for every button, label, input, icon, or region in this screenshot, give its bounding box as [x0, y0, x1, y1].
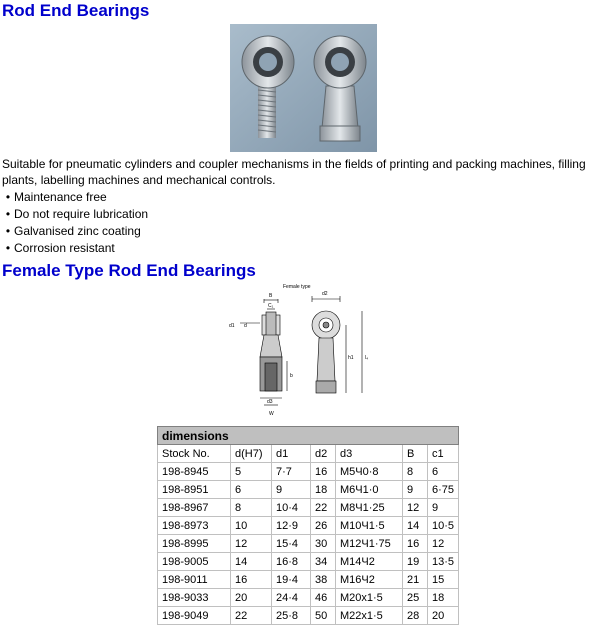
diagram-label-d: d — [244, 323, 247, 329]
dimensions-table — [157, 426, 459, 625]
table-cell: 19·4 — [272, 571, 311, 589]
table-row — [158, 571, 459, 589]
table-cell: 25·8 — [272, 607, 311, 625]
list-item: • Do not require lubrication — [2, 206, 148, 223]
table-cell: 20 — [231, 589, 272, 607]
table-cell: 198-8973 — [158, 517, 231, 535]
table-cell: 22 — [231, 607, 272, 625]
section-title: Female Type Rod End Bearings — [2, 261, 256, 280]
table-cell: 50 — [311, 607, 336, 625]
table-row — [158, 481, 459, 499]
table-cell: 24·4 — [272, 589, 311, 607]
product-photo — [230, 24, 377, 152]
table-cell: 5 — [231, 463, 272, 481]
table-cell: 16 — [403, 535, 428, 553]
list-item: • Galvanised zinc coating — [2, 223, 148, 240]
table-title: dimensions — [158, 427, 459, 445]
table-cell: 34 — [311, 553, 336, 571]
technical-drawing — [226, 283, 386, 420]
column-header: d1 — [272, 445, 311, 463]
table-row — [158, 589, 459, 607]
table-cell: 198-9005 — [158, 553, 231, 571]
feature-list — [2, 189, 148, 257]
table-cell: 18 — [311, 481, 336, 499]
table-row — [158, 499, 459, 517]
column-header: d3 — [336, 445, 403, 463]
column-header: Stock No. — [158, 445, 231, 463]
table-cell: M16Ч2 — [336, 571, 403, 589]
table-cell: M8Ч1·25 — [336, 499, 403, 517]
column-header: d(H7) — [231, 445, 272, 463]
table-cell: 21 — [403, 571, 428, 589]
table-cell: 15 — [428, 571, 459, 589]
diagram-label-h1: h1 — [348, 355, 354, 361]
table-row — [158, 517, 459, 535]
table-cell: 7·7 — [272, 463, 311, 481]
table-cell: 9 — [428, 499, 459, 517]
table-cell: 30 — [311, 535, 336, 553]
table-cell: 19 — [403, 553, 428, 571]
table-cell: 8 — [403, 463, 428, 481]
table-cell: 198-9011 — [158, 571, 231, 589]
diagram-label-l4: l₄ — [365, 355, 369, 361]
table-cell: 22 — [311, 499, 336, 517]
table-cell: 6·75 — [428, 481, 459, 499]
table-cell: 198-8945 — [158, 463, 231, 481]
diagram-label-W: W — [269, 411, 274, 417]
table-cell: M5Ч0·8 — [336, 463, 403, 481]
diagram-label-d3: d3 — [267, 399, 273, 405]
table-cell: M10Ч1·5 — [336, 517, 403, 535]
table-row — [158, 553, 459, 571]
column-header: c1 — [428, 445, 459, 463]
table-cell: 10·5 — [428, 517, 459, 535]
table-cell: 198-9049 — [158, 607, 231, 625]
table-row — [158, 607, 459, 625]
table-cell: 6 — [428, 463, 459, 481]
table-cell: 12 — [403, 499, 428, 517]
table-cell: 46 — [311, 589, 336, 607]
table-cell: 9 — [272, 481, 311, 499]
diagram-label-b: b — [290, 373, 293, 379]
table-cell: 12 — [428, 535, 459, 553]
page-title: Rod End Bearings — [2, 1, 150, 20]
table-cell: 16·8 — [272, 553, 311, 571]
table-cell: 15·4 — [272, 535, 311, 553]
diagram-label-B: B — [269, 293, 273, 299]
table-cell: M14Ч2 — [336, 553, 403, 571]
table-cell: 12 — [231, 535, 272, 553]
column-header: d2 — [311, 445, 336, 463]
table-cell: 10·4 — [272, 499, 311, 517]
table-cell: 38 — [311, 571, 336, 589]
diagram-caption: Female type — [283, 284, 311, 290]
table-cell: M12Ч1·75 — [336, 535, 403, 553]
table-cell: M22x1·5 — [336, 607, 403, 625]
table-cell: 9 — [403, 481, 428, 499]
table-cell: 26 — [311, 517, 336, 535]
list-item: • Maintenance free — [2, 189, 148, 206]
table-cell: M6Ч1·0 — [336, 481, 403, 499]
table-cell: 198-9033 — [158, 589, 231, 607]
list-item: • Corrosion resistant — [2, 240, 148, 257]
table-header-row — [158, 445, 459, 463]
table-cell: 198-8995 — [158, 535, 231, 553]
diagram-label-c1: C₁ — [268, 303, 274, 309]
diagram-label-d1: d1 — [229, 323, 235, 329]
table-cell: M20x1·5 — [336, 589, 403, 607]
table-cell: 18 — [428, 589, 459, 607]
table-cell: 198-8967 — [158, 499, 231, 517]
table-cell: 12·9 — [272, 517, 311, 535]
table-cell: 198-8951 — [158, 481, 231, 499]
table-cell: 10 — [231, 517, 272, 535]
table-cell: 8 — [231, 499, 272, 517]
product-description: Suitable for pneumatic cylinders and coupler mechanisms in the fields of printing and packing machines, filling plants, labelling machines and mechanical controls. — [2, 157, 586, 187]
table-row — [158, 463, 459, 481]
column-header: B — [403, 445, 428, 463]
diagram-label-d2: d2 — [322, 291, 328, 297]
table-cell: 14 — [231, 553, 272, 571]
table-cell: 25 — [403, 589, 428, 607]
table-cell: 14 — [403, 517, 428, 535]
table-cell: 13·5 — [428, 553, 459, 571]
table-cell: 28 — [403, 607, 428, 625]
table-cell: 6 — [231, 481, 272, 499]
table-cell: 16 — [231, 571, 272, 589]
table-row — [158, 535, 459, 553]
table-cell: 16 — [311, 463, 336, 481]
table-cell: 20 — [428, 607, 459, 625]
